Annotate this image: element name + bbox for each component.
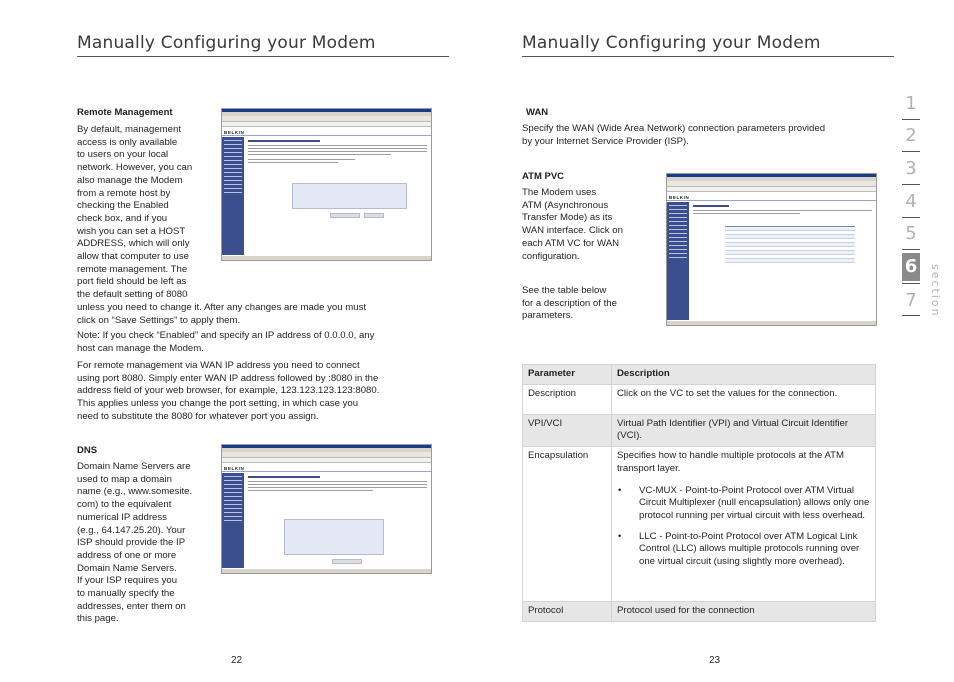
text-line: address of one or more [77, 549, 177, 561]
section-tab-6[interactable]: 6 [904, 256, 918, 277]
text-line: using port 8080. Simply enter WAN IP address followed by :8080 in the [77, 372, 379, 384]
screenshot-sidebar [222, 473, 244, 568]
text-line: Transfer Mode) as its [522, 212, 613, 224]
dns-text [77, 461, 192, 626]
text-line: click on “Save Settings” to apply them. [77, 314, 241, 326]
screenshot-form [284, 519, 384, 555]
screenshot-form [292, 183, 407, 209]
text-line: this page. [77, 613, 119, 625]
belkin-logo: BELKIN [224, 466, 245, 471]
remote-management-heading: Remote Management [77, 107, 173, 118]
encapsulation-bullets [617, 485, 870, 569]
text-line: configuration. [522, 250, 580, 262]
browser-addressbar [222, 458, 431, 463]
title-rule-left [77, 56, 449, 57]
dns-screenshot [221, 444, 432, 574]
bullet-item [617, 531, 870, 569]
screenshot-sidebar [222, 137, 244, 255]
text-line: This applies unless you change the port setting, in which case you [77, 398, 359, 410]
page-number-left: 22 [231, 655, 243, 666]
param-cell: Encapsulation [523, 447, 612, 602]
bullet-dot: • [618, 530, 622, 542]
section-tab-2[interactable]: 2 [905, 125, 917, 146]
text-line: By default, management [77, 124, 181, 135]
browser-statusbar [222, 569, 431, 573]
wan-heading: WAN [526, 107, 549, 118]
text-line: each ATM VC for WAN [522, 237, 620, 249]
screenshot-button [332, 559, 362, 564]
remote-wan-access-text [77, 360, 379, 424]
parameters-table [522, 364, 876, 622]
dns-heading: DNS [77, 445, 98, 456]
screenshot-button [364, 213, 384, 218]
desc-cell: Virtual Path Identifier (VPI) and Virtual Circuit Identifier (VCI). [612, 414, 876, 446]
desc-text: Specifies how to handle multiple protocols at the ATM transport layer. [617, 450, 844, 474]
section-tab-7[interactable]: 7 [905, 290, 917, 311]
screenshot-sidebar [667, 202, 689, 320]
section-label: section [929, 264, 942, 318]
tab-divider [902, 184, 920, 185]
text-line: access is only available [77, 136, 178, 148]
bullet-dot: • [618, 484, 622, 496]
page-title-right: Manually Configuring your Modem [522, 33, 821, 53]
table-header-description: Description [612, 365, 876, 385]
text-line: network. However, you can [77, 162, 193, 174]
wan-text [522, 123, 825, 148]
text-line: ATM (Asynchronous [522, 199, 609, 211]
table-row [523, 447, 876, 602]
screenshot-content [693, 205, 872, 216]
param-cell: VPI/VCI [523, 414, 612, 446]
browser-addressbar [222, 122, 431, 127]
text-line: WAN interface. Click on [522, 225, 623, 237]
tab-divider [902, 249, 920, 250]
text-line: ISP should provide the IP [77, 537, 186, 549]
divider [222, 471, 431, 472]
section-tab-1[interactable]: 1 [905, 93, 917, 114]
text-line: address field of your web browser, for example, 123.123.123.123:8080. [77, 385, 380, 397]
bullet-item [617, 485, 870, 523]
page-number-right: 23 [709, 655, 721, 666]
tab-divider [902, 315, 920, 316]
text-line: for a description of the [522, 297, 617, 309]
text-line: addresses, enter them on [77, 600, 186, 612]
text-line: Domain Name Servers are [77, 461, 191, 472]
section-tab-3[interactable]: 3 [905, 158, 917, 179]
text-line: to users on your local [77, 149, 169, 161]
section-tab-4[interactable]: 4 [905, 191, 917, 212]
tab-divider [902, 283, 920, 284]
text-line: If your ISP requires you [77, 575, 178, 587]
text-line: to manually specify the [77, 588, 175, 600]
atm-pvc-screenshot [666, 173, 877, 326]
text-line: Specify the WAN (Wide Area Network) connection parameters provided [522, 123, 826, 134]
text-line: numerical IP address [77, 511, 167, 523]
title-rule-right [522, 56, 894, 57]
belkin-logo: BELKIN [669, 195, 690, 200]
table-intro-text [522, 285, 617, 323]
atm-pvc-text [522, 187, 623, 263]
text-line: host can manage the Modem. [77, 342, 204, 354]
text-line: name (e.g., www.somesite. [77, 486, 193, 498]
browser-statusbar [222, 256, 431, 260]
belkin-logo: BELKIN [224, 130, 245, 135]
tab-divider [902, 217, 920, 218]
desc-cell: Click on the VC to set the values for the connection. [612, 384, 876, 414]
text-line: The Modem uses [522, 187, 597, 198]
desc-cell: Protocol used for the connection [612, 602, 876, 622]
bullet-text: LLC - Point-to-Point Protocol over ATM Logical Link Control (LLC) allows multiple protocols running over one virtual circuit (using slightly more overhead). [639, 530, 860, 568]
table-row [523, 414, 876, 446]
tab-divider [902, 119, 920, 120]
text-line: also manage the Modem [77, 174, 183, 186]
text-line: checking the Enabled [77, 200, 169, 212]
screenshot-pvc-table [725, 226, 855, 263]
text-line: Domain Name Servers. [77, 562, 177, 574]
text-line: For remote management via WAN IP address you need to connect [77, 360, 360, 371]
text-line: remote management. The [77, 263, 188, 275]
tab-divider [902, 151, 920, 152]
text-line: unless you need to change it. After any changes are made you must [77, 301, 367, 313]
text-line: from a remote host by [77, 187, 171, 199]
text-line: used to map a domain [77, 473, 172, 485]
bullet-text: VC-MUX - Point-to-Point Protocol over ATM Virtual Circuit Multiplexer (null encapsulation) allows only one protocol running per virtual circuit with less overhead. [639, 484, 870, 521]
text-line: by your Internet Service Provider (ISP). [522, 135, 689, 147]
text-line: com) to the equivalent [77, 499, 172, 511]
screenshot-content [248, 476, 427, 493]
text-line: ADDRESS, which will only [77, 238, 190, 250]
text-line: Note: If you check “Enabled” and specify an IP address of 0.0.0.0, any [77, 330, 375, 341]
remote-management-screenshot [221, 108, 432, 261]
text-line: allow that computer to use [77, 251, 189, 263]
text-line: wish you can set a HOST [77, 225, 186, 237]
section-tab-5[interactable]: 5 [905, 223, 917, 244]
screenshot-button [330, 213, 360, 218]
text-line: parameters. [522, 310, 574, 322]
atm-pvc-heading: ATM PVC [522, 171, 565, 182]
table-row [523, 602, 876, 622]
param-cell: Description [523, 384, 612, 414]
text-line: See the table below [522, 285, 607, 296]
browser-statusbar [667, 321, 876, 325]
text-line: need to substitute the 8080 for whatever port you assign. [77, 410, 319, 422]
text-line: port field should be left as [77, 276, 187, 288]
param-cell: Protocol [523, 602, 612, 622]
text-line: (e.g., 64.147.25.20). Your [77, 524, 186, 536]
text-line: check box, and if you [77, 212, 168, 224]
divider [667, 200, 876, 201]
remote-management-note [77, 330, 374, 355]
page-title-left: Manually Configuring your Modem [77, 33, 376, 53]
divider [222, 135, 431, 136]
text-line: the default setting of 8080 [77, 289, 188, 301]
table-row [523, 384, 876, 414]
browser-addressbar [667, 187, 876, 192]
desc-cell [612, 447, 876, 602]
table-header-parameter: Parameter [523, 365, 612, 385]
screenshot-content [248, 140, 427, 165]
